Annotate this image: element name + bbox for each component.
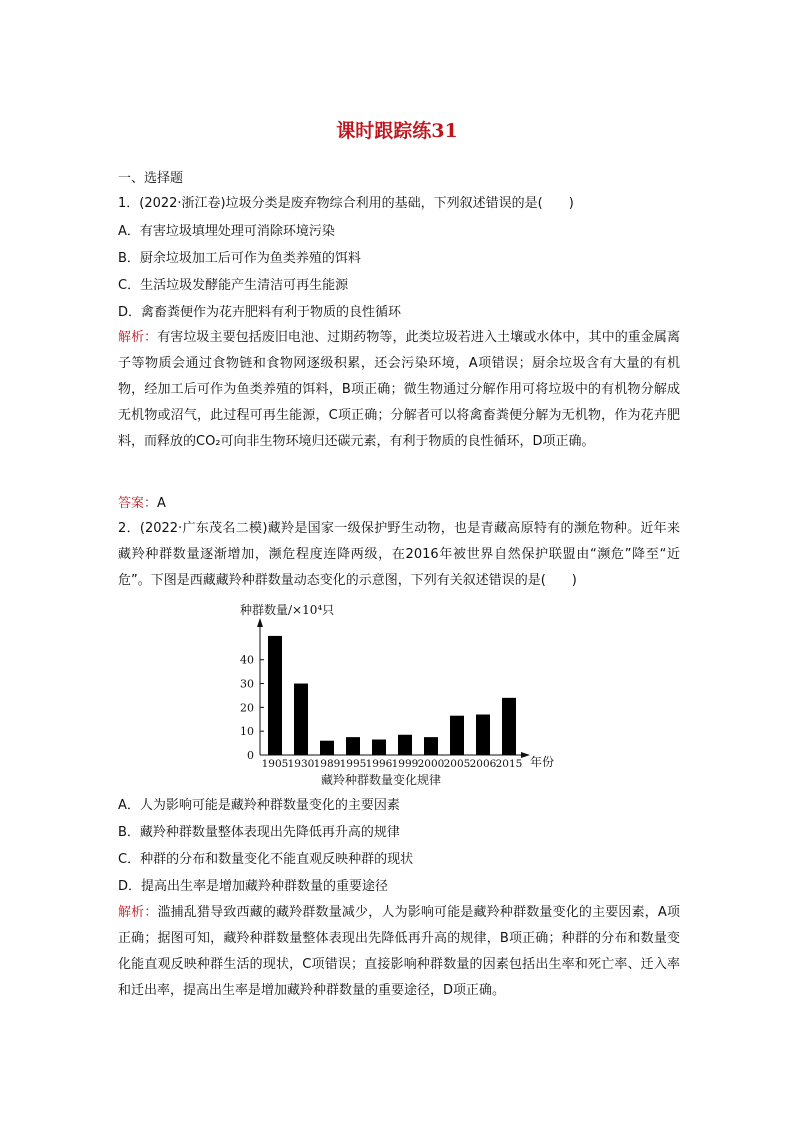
x-tick-label-1995: 1995 [339,758,367,770]
x-tick-label-2015: 2015 [495,758,523,770]
x-tick-label-1999: 1999 [391,758,419,770]
q1-answer-label: 答案： [118,496,158,511]
bar-2000 [424,737,438,755]
bar-1989 [320,741,334,755]
q2-stem: 2．(2022·广东茂名二模)藏羚是国家一级保护野生动物，也是青藏高原特有的濒危物种。近年来藏羚种群数量逐渐增加，濒危程度连降两级，在2016年被世界自然保护联盟由“濒危”降至“近危”。下图是西藏藏羚种群数量动态变化的示意图，下列有关叙述错误的是( ) [118,521,680,588]
bar-1995 [346,737,360,755]
q1-analysis-label: 解析： [118,330,158,345]
x-tick-label-2000: 2000 [417,758,445,770]
q2-option-d: D．提高出生率是增加藏羚种群数量的重要途径 [118,879,389,894]
bar-1905 [268,636,282,755]
q1-answer [118,495,166,513]
q2-option-a: A．人为影响可能是藏羚种群数量变化的主要因素 [118,798,400,813]
y-tick-label-10: 10 [240,725,254,739]
q2-option-b: B．藏羚种群数量整体表现出先降低再升高的规律 [118,825,400,840]
chart-xlabel: 年份 [530,755,555,769]
y-axis-arrow [257,618,263,627]
q2-option-c: C．种群的分布和数量变化不能直观反映种群的现状 [118,852,414,867]
page-title: 课时跟踪练31 [336,120,458,142]
chart-ylabel: 种群数量/×10⁴只 [240,603,335,617]
q1-analysis [118,325,680,455]
x-tick-label-2006: 2006 [469,758,497,770]
q1-option-b: B．厨余垃圾加工后可作为鱼类养殖的饵料 [118,251,361,266]
bar-1999 [398,735,412,755]
q1-analysis-text: 有害垃圾主要包括废旧电池、过期药物等，此类垃圾若进入土壤或水体中，其中的重金属离子等物质会通过食物链和食物网逐级积累，还会污染环境，A项错误；厨余垃圾含有大量的有机物，经加工后可作为鱼类养殖的饵料，B项正确；微生物通过分解作用可将垃圾中的有机物分解成无机物或沼气，此过程可再生能源，C项正确；分解者可以将禽畜粪便分解为无机物，作为花卉肥料，而释放的CO₂可向非生物环境归还碳元素，有利于物质的良性循环，D项正确。 [118,330,680,449]
q1-stem: 1．(2022·浙江卷)垃圾分类是废弃物综合利用的基础，下列叙述错误的是( ) [118,196,574,211]
q1-option-a: A．有害垃圾填埋处理可消除环境污染 [118,224,335,239]
y-tick-label-0: 0 [247,749,254,762]
chart-title: 藏羚种群数量变化规律 [320,773,442,787]
x-tick-label-1905: 1905 [261,758,289,770]
section-heading: 一、选择题 [118,171,184,186]
population-bar-chart [226,598,586,790]
q1-answer-value: A [157,496,166,511]
bar-2015 [502,698,516,755]
x-tick-label-1930: 1930 [287,758,315,770]
q1-option-d: D．禽畜粪便作为花卉肥料有利于物质的良性循环 [118,305,402,320]
y-tick-label-20: 20 [240,701,254,715]
bar-1996 [372,740,386,755]
x-tick-label-2005: 2005 [443,758,471,770]
q1-option-c: C．生活垃圾发酵能产生清洁可再生能源 [118,278,349,293]
q2-analysis-text: 滥捕乱猎导致西藏的藏羚群数量减少，人为影响可能是藏羚种群数量变化的主要因素，A项正确；据图可知，藏羚种群数量整体表现出先降低再升高的规律，B项正确；种群的分布和数量变化能直观反映种群生活的现状，C项错误；直接影响种群数量的因素包括出生率和死亡率、迁入率和迁出率，提高出生率是增加藏羚种群数量的重要途径，D项正确。 [118,905,680,998]
bar-2005 [450,716,464,755]
x-tick-label-1989: 1989 [313,758,341,770]
y-tick-label-30: 30 [240,677,254,691]
q2-analysis [118,900,680,1004]
bar-2006 [476,715,490,755]
x-tick-label-1996: 1996 [365,758,393,770]
q2-analysis-label: 解析： [118,905,158,920]
y-tick-label-40: 40 [240,653,254,667]
bar-1930 [294,684,308,755]
